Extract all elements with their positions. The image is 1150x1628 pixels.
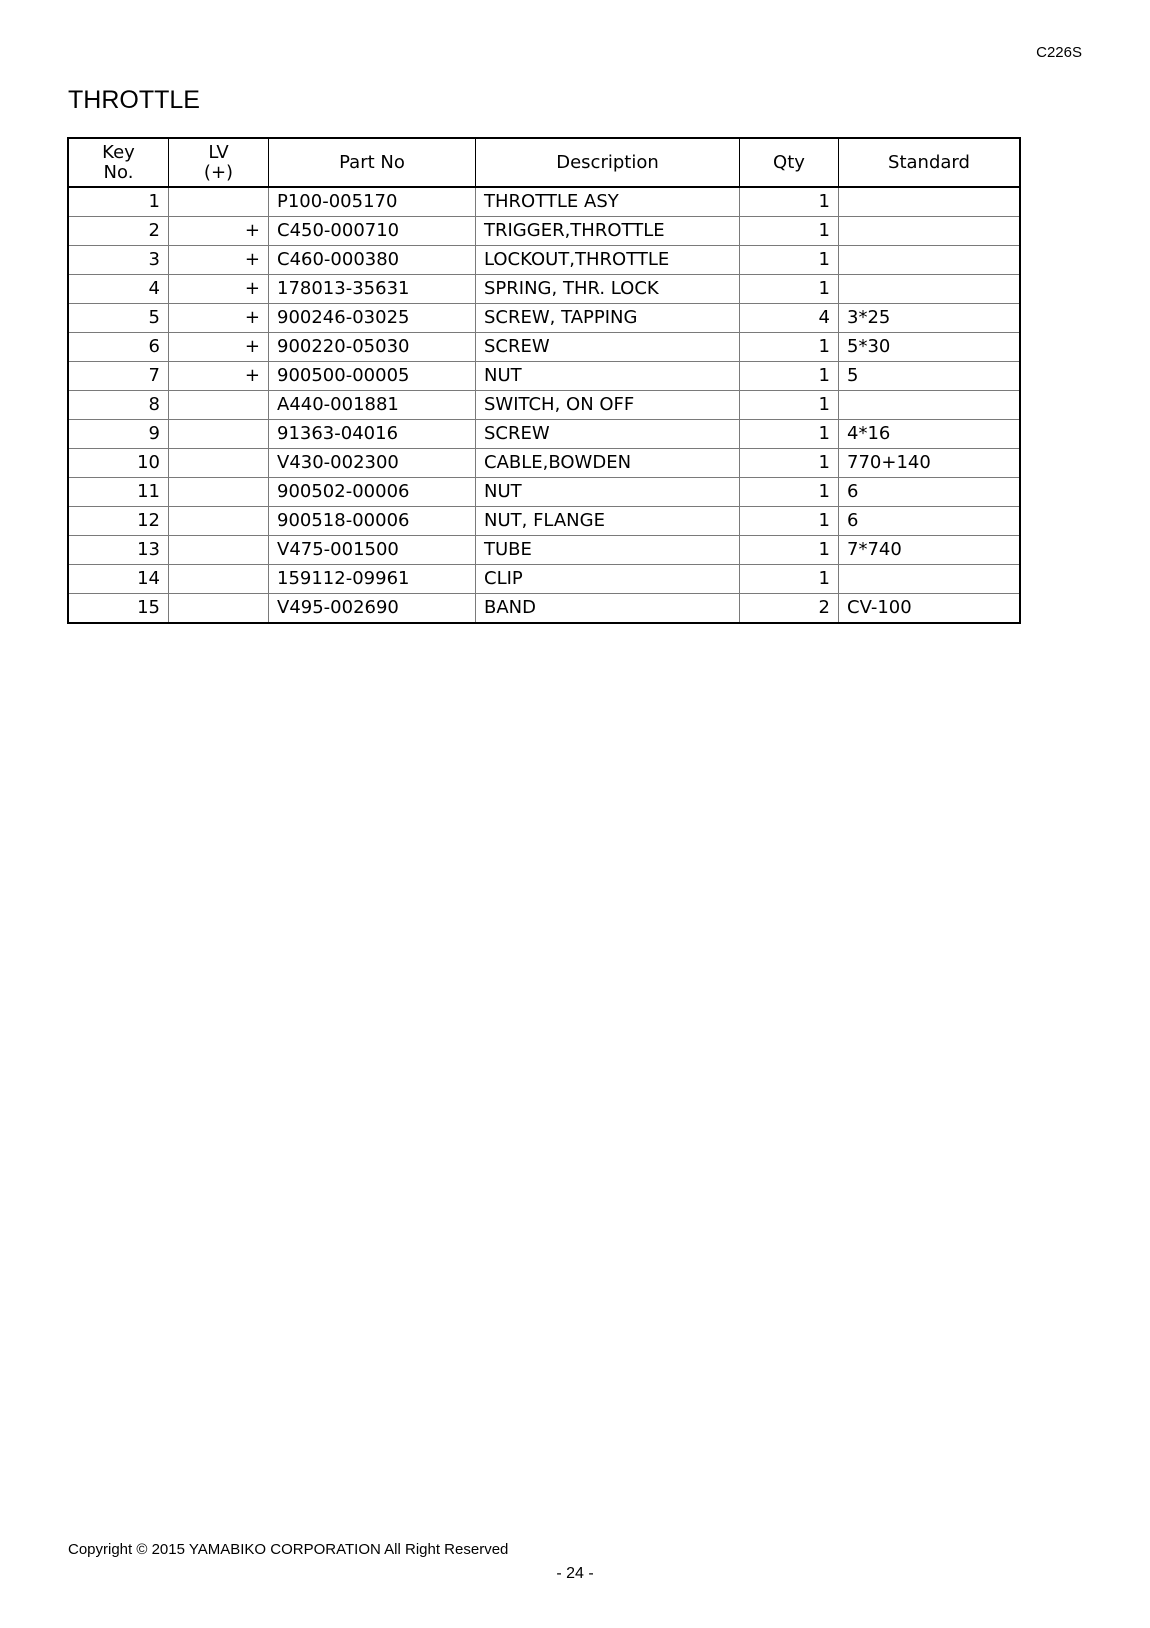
cell-lv	[169, 536, 269, 565]
cell-qty: 1	[740, 565, 839, 594]
column-key-line1: Key	[102, 141, 135, 163]
header-row	[68, 138, 1020, 187]
cell-part-no: A440-001881	[269, 391, 476, 420]
cell-qty: 1	[740, 391, 839, 420]
copyright-notice: Copyright © 2015 YAMABIKO CORPORATION All Right Reserved	[68, 1541, 509, 1558]
cell-description: NUT, FLANGE	[476, 507, 740, 536]
cell-part-no: 900220-05030	[269, 333, 476, 362]
cell-part-no: C460-000380	[269, 246, 476, 275]
column-lv-line1: LV	[208, 141, 229, 163]
cell-qty: 1	[740, 187, 839, 217]
cell-description: TUBE	[476, 536, 740, 565]
cell-standard	[839, 217, 1021, 246]
cell-standard	[839, 246, 1021, 275]
cell-key-no: 15	[68, 594, 169, 624]
cell-key-no: 1	[68, 187, 169, 217]
table-row	[68, 304, 1020, 333]
table-row	[68, 246, 1020, 275]
table-row	[68, 536, 1020, 565]
cell-lv: +	[169, 217, 269, 246]
parts-table-header	[68, 138, 1020, 187]
cell-part-no: P100-005170	[269, 187, 476, 217]
cell-key-no: 14	[68, 565, 169, 594]
cell-key-no: 2	[68, 217, 169, 246]
cell-key-no: 3	[68, 246, 169, 275]
cell-qty: 1	[740, 420, 839, 449]
cell-part-no: 159112-09961	[269, 565, 476, 594]
cell-qty: 1	[740, 449, 839, 478]
table-row	[68, 362, 1020, 391]
parts-table	[67, 137, 1021, 624]
column-key-no	[68, 138, 169, 187]
cell-part-no: V475-001500	[269, 536, 476, 565]
parts-table-body	[68, 187, 1020, 623]
cell-lv: +	[169, 333, 269, 362]
cell-lv	[169, 187, 269, 217]
cell-qty: 1	[740, 275, 839, 304]
cell-description: SWITCH, ON OFF	[476, 391, 740, 420]
cell-standard: 6	[839, 478, 1021, 507]
cell-standard: 4*16	[839, 420, 1021, 449]
cell-key-no: 4	[68, 275, 169, 304]
cell-lv: +	[169, 246, 269, 275]
column-standard: Standard	[839, 138, 1021, 187]
cell-description: SPRING, THR. LOCK	[476, 275, 740, 304]
cell-part-no: 900518-00006	[269, 507, 476, 536]
column-qty: Qty	[740, 138, 839, 187]
table-row	[68, 594, 1020, 624]
cell-qty: 1	[740, 507, 839, 536]
cell-part-no: 900246-03025	[269, 304, 476, 333]
table-row	[68, 217, 1020, 246]
cell-lv	[169, 420, 269, 449]
cell-description: SCREW, TAPPING	[476, 304, 740, 333]
cell-standard: 770+140	[839, 449, 1021, 478]
cell-standard	[839, 187, 1021, 217]
cell-qty: 1	[740, 362, 839, 391]
cell-description: NUT	[476, 362, 740, 391]
cell-lv	[169, 565, 269, 594]
table-row	[68, 187, 1020, 217]
cell-qty: 1	[740, 478, 839, 507]
column-lv-line2: (+)	[203, 161, 234, 183]
cell-standard: 5*30	[839, 333, 1021, 362]
cell-standard: CV-100	[839, 594, 1021, 624]
cell-part-no: 900500-00005	[269, 362, 476, 391]
cell-part-no: 91363-04016	[269, 420, 476, 449]
cell-key-no: 5	[68, 304, 169, 333]
cell-key-no: 7	[68, 362, 169, 391]
cell-description: SCREW	[476, 333, 740, 362]
table-row	[68, 565, 1020, 594]
cell-key-no: 11	[68, 478, 169, 507]
cell-part-no: V495-002690	[269, 594, 476, 624]
table-row	[68, 449, 1020, 478]
cell-lv	[169, 478, 269, 507]
cell-key-no: 9	[68, 420, 169, 449]
cell-qty: 1	[740, 246, 839, 275]
cell-standard: 6	[839, 507, 1021, 536]
table-row	[68, 478, 1020, 507]
cell-key-no: 8	[68, 391, 169, 420]
cell-description: BAND	[476, 594, 740, 624]
cell-qty: 2	[740, 594, 839, 624]
column-description: Description	[476, 138, 740, 187]
cell-lv	[169, 507, 269, 536]
cell-standard: 7*740	[839, 536, 1021, 565]
cell-qty: 1	[740, 333, 839, 362]
cell-key-no: 12	[68, 507, 169, 536]
cell-description: CABLE,BOWDEN	[476, 449, 740, 478]
table-row	[68, 275, 1020, 304]
cell-standard	[839, 275, 1021, 304]
cell-description: LOCKOUT,THROTTLE	[476, 246, 740, 275]
cell-standard	[839, 391, 1021, 420]
cell-lv	[169, 449, 269, 478]
cell-lv	[169, 391, 269, 420]
column-lv	[169, 138, 269, 187]
model-code: C226S	[1036, 44, 1082, 61]
cell-standard: 3*25	[839, 304, 1021, 333]
cell-part-no: 178013-35631	[269, 275, 476, 304]
cell-description: SCREW	[476, 420, 740, 449]
cell-part-no: V430-002300	[269, 449, 476, 478]
cell-description: THROTTLE ASY	[476, 187, 740, 217]
page-number: - 24 -	[556, 1565, 594, 1582]
cell-standard	[839, 565, 1021, 594]
cell-lv: +	[169, 362, 269, 391]
table-row	[68, 391, 1020, 420]
cell-description: TRIGGER,THROTTLE	[476, 217, 740, 246]
cell-key-no: 10	[68, 449, 169, 478]
cell-lv: +	[169, 304, 269, 333]
cell-key-no: 13	[68, 536, 169, 565]
cell-part-no: C450-000710	[269, 217, 476, 246]
cell-part-no: 900502-00006	[269, 478, 476, 507]
cell-qty: 1	[740, 217, 839, 246]
column-part-no: Part No	[269, 138, 476, 187]
table-row	[68, 507, 1020, 536]
page-title: THROTTLE	[68, 86, 200, 114]
cell-description: CLIP	[476, 565, 740, 594]
cell-key-no: 6	[68, 333, 169, 362]
table-row	[68, 333, 1020, 362]
cell-qty: 4	[740, 304, 839, 333]
cell-description: NUT	[476, 478, 740, 507]
table-row	[68, 420, 1020, 449]
cell-lv: +	[169, 275, 269, 304]
column-key-line2: No.	[103, 161, 134, 183]
cell-standard: 5	[839, 362, 1021, 391]
cell-lv	[169, 594, 269, 624]
cell-qty: 1	[740, 536, 839, 565]
